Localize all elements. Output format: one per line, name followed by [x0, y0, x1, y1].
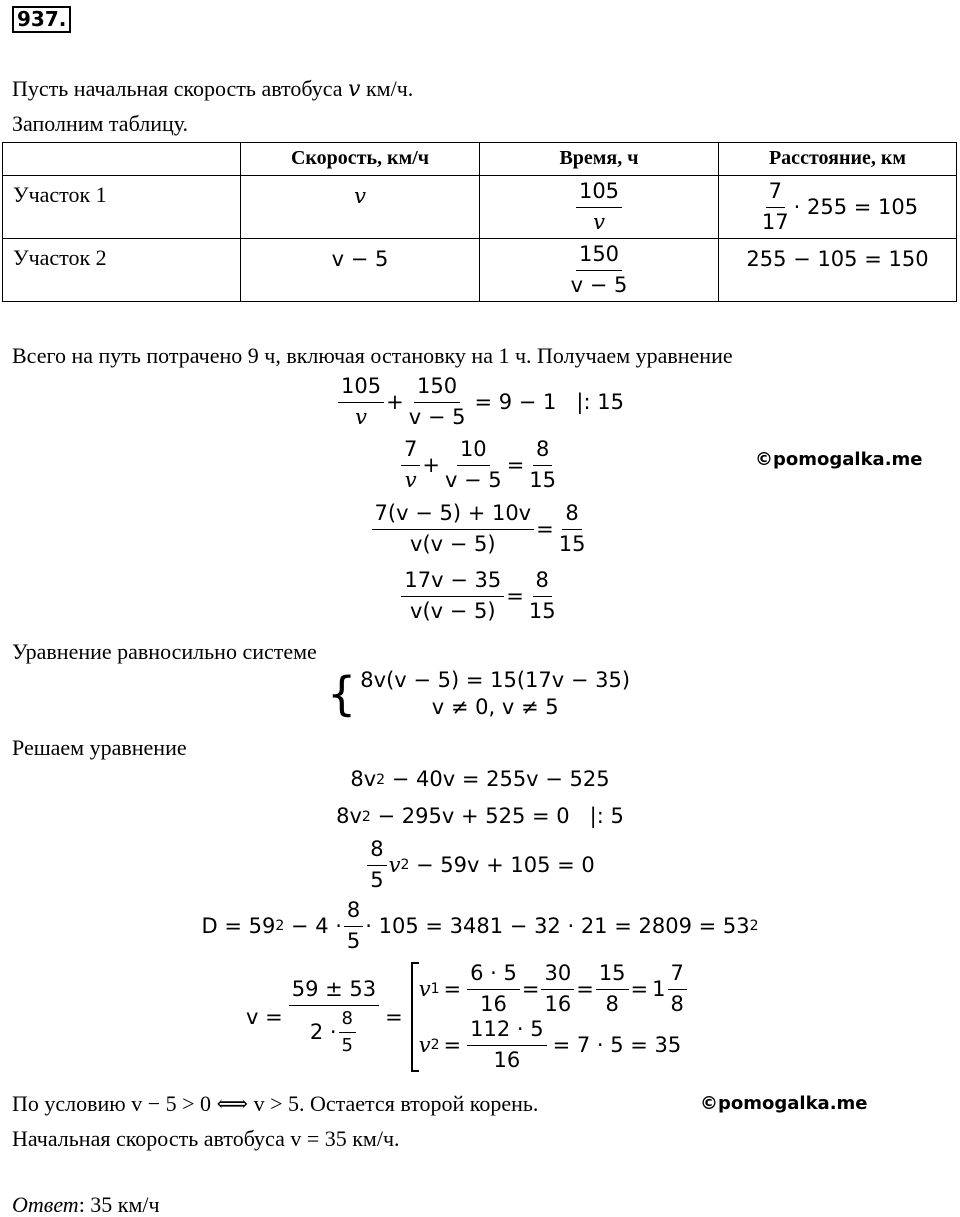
- time-fraction: $\frac{150}{v - 5}$: [570, 242, 628, 297]
- answer-label: Ответ: [12, 1192, 79, 1217]
- row-time: [480, 239, 719, 302]
- row-speed: v − 5: [241, 239, 480, 302]
- equation-5: 8v 2 − 40v = 255v − 525: [350, 767, 610, 791]
- row-label: Участок 2: [3, 239, 241, 302]
- text-final: Начальная скорость автобуса v = 35 км/ч.: [12, 1126, 400, 1151]
- watermark: ©pomogalka.me: [700, 1093, 868, 1114]
- equation-2: $\frac{7}{v}$ + $\frac{10}{v - 5}$ = $\frac{8}{15}$: [0, 438, 960, 492]
- answer-value: : 35 км/ч: [78, 1192, 160, 1217]
- row-time: [480, 176, 719, 239]
- data-table: [2, 142, 957, 302]
- brace-icon: {: [327, 667, 357, 721]
- row-distance: 255 − 105 = 150: [719, 239, 957, 302]
- equation-4: $\frac{17v - 35}{v(v - 5)}$ = $\frac{8}{15}$: [0, 569, 960, 623]
- row-distance: $\frac{7}{17}$ · 255 = 105: [719, 176, 957, 239]
- system-of-equations: { 8v(v − 5) = 15(17v − 35) v ≠ 0, v ≠ 5: [327, 667, 631, 721]
- table-row: [3, 176, 957, 239]
- distance-fraction: $\frac{7}{17}$: [761, 179, 789, 234]
- equation-9-roots: v = 59 ± 53 2 · $\frac{8}{5}$ = v 1 = $\frac{6 \cdot 5}{16}$ = $\frac{30}{16}$ = $\frac{15}{8}$ = 1 $\frac{7}{8}$ v 2 = $\frac{112 \cdot 5}{16}$ = 7 · 5 = 35: [246, 962, 689, 1072]
- equation-7: $\frac{8}{5}$ v 2 − 59v + 105 = 0: [0, 838, 960, 892]
- table-header-distance: Расстояние, км: [719, 143, 957, 176]
- text-system: Уравнение равносильно системе: [12, 639, 317, 664]
- root-1: v 1 = $\frac{6 \cdot 5}{16}$ = $\frac{30}{16}$ = $\frac{15}{8}$ = 1 $\frac{7}{8}$: [419, 962, 689, 1016]
- time-fraction: $\frac{105}{v}$: [576, 180, 622, 234]
- text-condition: По условию v − 5 > 0 ⟺ v > 5. Остается второй корень.: [12, 1091, 539, 1116]
- roots-bracket: [411, 962, 689, 1072]
- table-header-empty: [3, 143, 241, 176]
- intro-line-1: Пусть начальная скорость автобуса v км/ч.: [12, 76, 414, 102]
- problem-number: 937.: [12, 6, 71, 33]
- table-header-time: Время, ч: [480, 143, 719, 176]
- row-label: Участок 1: [3, 176, 241, 239]
- equation-1: $\frac{105}{v}$ + $\frac{150}{v - 5}$ = 9 − 1 |: 15: [0, 375, 960, 429]
- equation-8-discriminant: D = 59 2 − 4 · $\frac{8}{5}$ · 105 = 3481 − 32 · 21 = 2809 = 53 2: [201, 898, 759, 953]
- intro-line-2: Заполним таблицу.: [12, 111, 189, 136]
- equation-6: 8v 2 − 295v + 525 = 0 |: 5: [336, 804, 624, 828]
- table-header-speed: Скорость, км/ч: [241, 143, 480, 176]
- watermark: ©pomogalka.me: [755, 449, 923, 470]
- table-row: [3, 239, 957, 302]
- equation-3: $\frac{7(v - 5) + 10v}{v(v - 5)}$ = $\frac{8}{15}$: [0, 502, 960, 556]
- row-speed: v: [241, 176, 480, 239]
- table-header-row: [3, 143, 957, 176]
- text-total: Всего на путь потрачено 9 ч, включая остановку на 1 ч. Получаем уравнение: [12, 343, 733, 368]
- answer: [12, 1194, 160, 1216]
- root-2: v 2 = $\frac{112 \cdot 5}{16}$ = 7 · 5 = 35: [418, 1017, 682, 1072]
- text-solve: Решаем уравнение: [12, 735, 187, 760]
